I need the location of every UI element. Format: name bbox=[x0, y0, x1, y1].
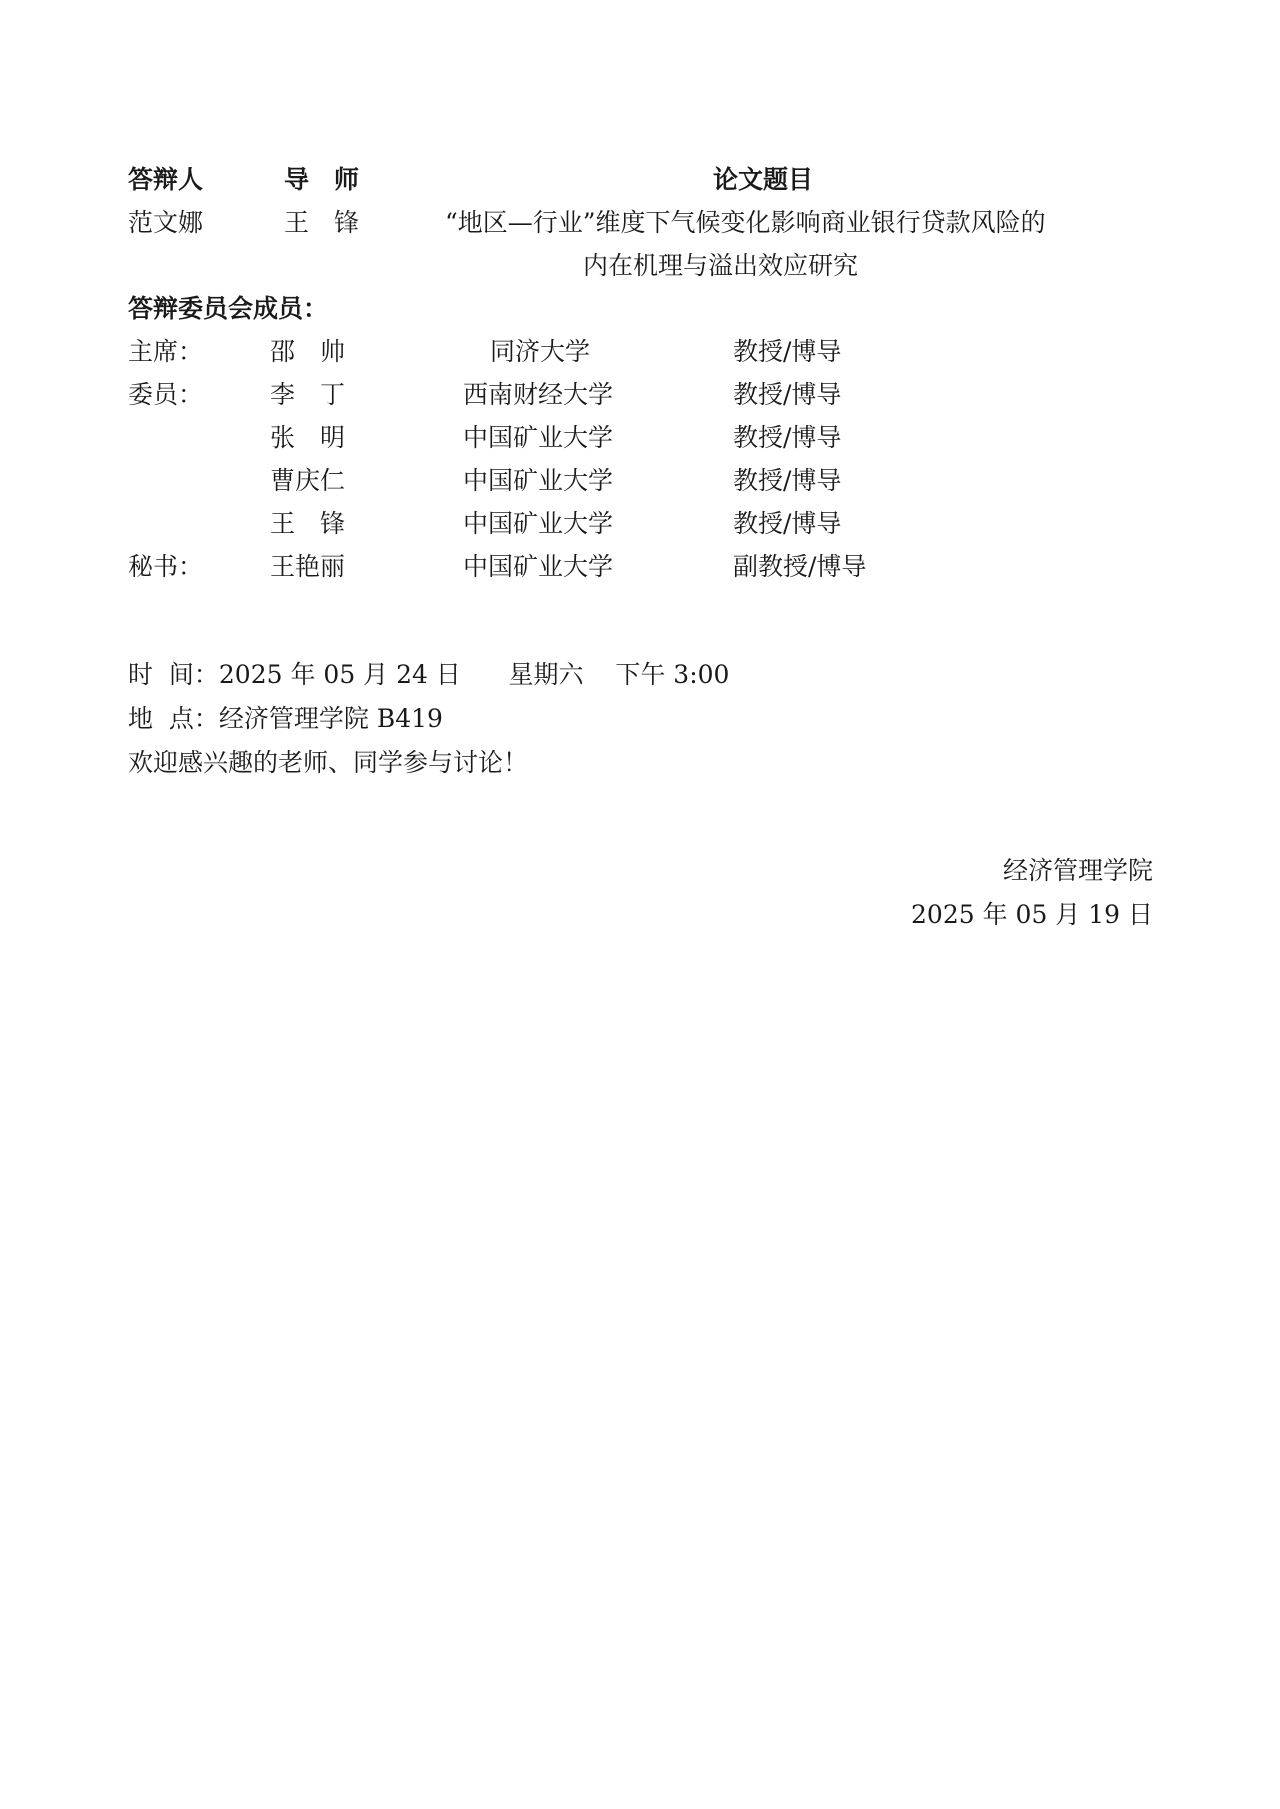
advisor-name: 王 锋 bbox=[284, 208, 360, 237]
member-name: 王艳丽 bbox=[270, 552, 346, 581]
event-time: 时 间：2025 年 05 月 24 日 星期六 下午 3:00 bbox=[128, 660, 730, 689]
member-role: 主席： bbox=[128, 337, 204, 366]
member-name: 李 丁 bbox=[270, 380, 346, 409]
member-name: 邵 帅 bbox=[270, 337, 346, 366]
header-candidate: 答辩人 bbox=[128, 165, 204, 194]
issuer-org: 经济管理学院 bbox=[1002, 856, 1153, 885]
member-title: 教授/博导 bbox=[733, 466, 842, 495]
issue-date: 2025 年 05 月 19 日 bbox=[911, 900, 1153, 929]
member-role: 委员： bbox=[128, 380, 204, 409]
header-advisor: 导 师 bbox=[284, 165, 360, 194]
candidate-name: 范文娜 bbox=[128, 208, 204, 237]
member-title: 副教授/博导 bbox=[733, 552, 867, 581]
member-org: 西南财经大学 bbox=[463, 380, 614, 409]
member-name: 王 锋 bbox=[270, 509, 346, 538]
event-place: 地 点：经济管理学院 B419 bbox=[128, 704, 443, 733]
thesis-title-line1: “地区—行业”维度下气候变化影响商业银行贷款风险的 bbox=[445, 208, 1046, 237]
member-org: 中国矿业大学 bbox=[463, 466, 614, 495]
thesis-title-line2: 内在机理与溢出效应研究 bbox=[583, 251, 859, 280]
member-title: 教授/博导 bbox=[733, 423, 842, 452]
member-name: 曹庆仁 bbox=[270, 466, 346, 495]
member-title: 教授/博导 bbox=[733, 337, 842, 366]
welcome-note: 欢迎感兴趣的老师、同学参与讨论！ bbox=[128, 748, 529, 777]
header-thesis-title: 论文题目 bbox=[713, 165, 814, 194]
member-role: 秘书： bbox=[128, 552, 204, 581]
member-org: 中国矿业大学 bbox=[463, 509, 614, 538]
member-title: 教授/博导 bbox=[733, 509, 842, 538]
member-org: 中国矿业大学 bbox=[463, 423, 614, 452]
member-org: 同济大学 bbox=[490, 337, 591, 366]
member-name: 张 明 bbox=[270, 423, 346, 452]
member-title: 教授/博导 bbox=[733, 380, 842, 409]
member-org: 中国矿业大学 bbox=[463, 552, 614, 581]
committee-heading: 答辩委员会成员： bbox=[128, 294, 329, 323]
